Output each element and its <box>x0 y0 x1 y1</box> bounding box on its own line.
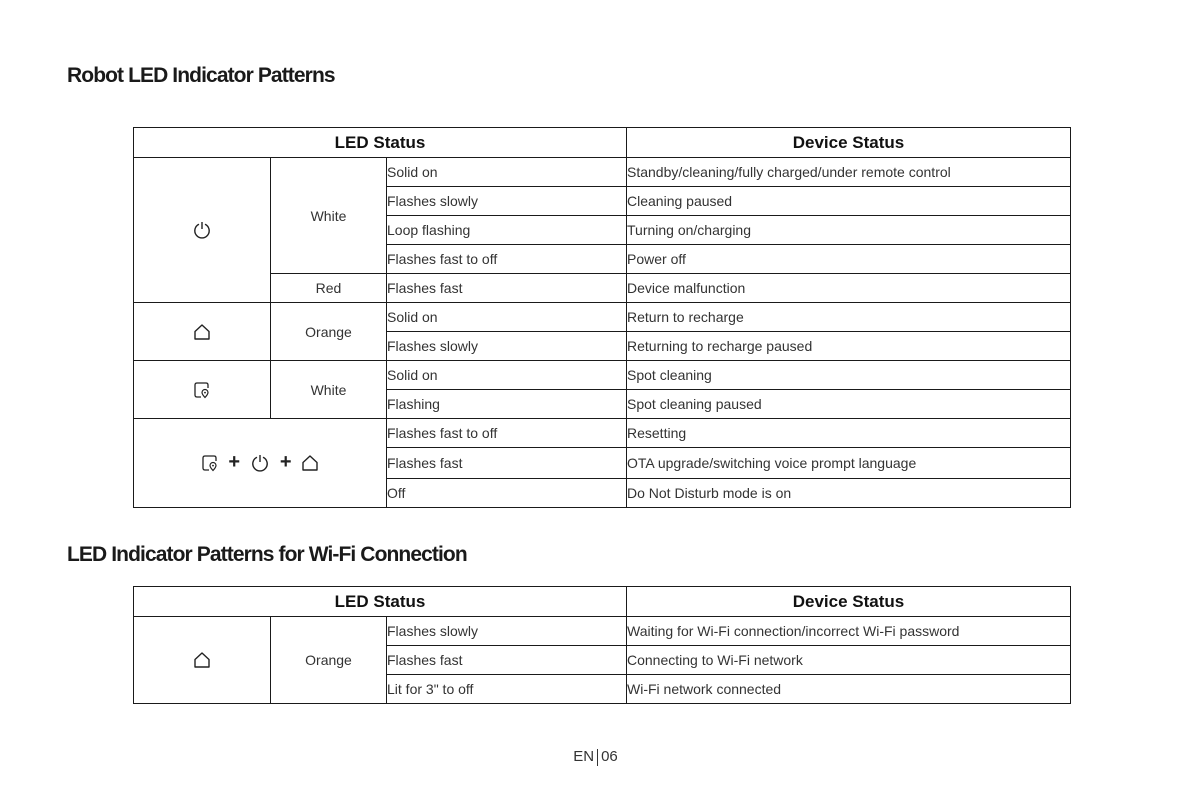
pattern-cell: Flashes fast to off <box>387 419 627 448</box>
spot-icon-cell <box>134 361 271 419</box>
power-icon <box>192 220 212 240</box>
pattern-cell: Flashes slowly <box>387 187 627 216</box>
table-row <box>134 617 1071 646</box>
pattern-cell: Solid on <box>387 361 627 390</box>
led-status-header: LED Status <box>134 587 627 617</box>
pattern-cell: Loop flashing <box>387 216 627 245</box>
table-row <box>134 303 1071 332</box>
color-cell: White <box>271 361 387 419</box>
pattern-cell: Flashes fast <box>387 448 627 479</box>
status-cell: Connecting to Wi-Fi network <box>627 646 1071 675</box>
device-status-header: Device Status <box>627 587 1071 617</box>
pattern-cell: Flashes slowly <box>387 332 627 361</box>
table-row <box>134 274 1071 303</box>
wifi-led-title: LED Indicator Patterns for Wi-Fi Connection <box>67 543 467 566</box>
pattern-cell: Flashes fast <box>387 646 627 675</box>
status-cell: Power off <box>627 245 1071 274</box>
pattern-cell: Flashes fast <box>387 274 627 303</box>
status-cell: Device malfunction <box>627 274 1071 303</box>
status-cell: Spot cleaning paused <box>627 390 1071 419</box>
home-icon <box>193 651 211 669</box>
plus-sign: + <box>279 450 292 473</box>
status-cell: Cleaning paused <box>627 187 1071 216</box>
robot-led-title: Robot LED Indicator Patterns <box>67 64 335 87</box>
power-icon <box>250 453 270 473</box>
device-status-header: Device Status <box>627 128 1071 158</box>
status-cell: Spot cleaning <box>627 361 1071 390</box>
home-icon <box>193 323 211 341</box>
pattern-cell: Flashes fast to off <box>387 245 627 274</box>
page-number: 06 <box>601 748 618 765</box>
color-cell: Orange <box>271 617 387 704</box>
pattern-cell: Flashing <box>387 390 627 419</box>
plus-sign: + <box>228 450 241 473</box>
color-cell: Red <box>271 274 387 303</box>
status-cell: Do Not Disturb mode is on <box>627 479 1071 508</box>
status-cell: Returning to recharge paused <box>627 332 1071 361</box>
table-header-row <box>134 128 1071 158</box>
pattern-cell: Lit for 3" to off <box>387 675 627 704</box>
table-row <box>134 158 1071 187</box>
home-icon-cell <box>134 303 271 361</box>
status-cell: Standby/cleaning/fully charged/under remote control <box>627 158 1071 187</box>
home-icon-cell <box>134 617 271 704</box>
home-icon <box>301 454 319 472</box>
led-status-header: LED Status <box>134 128 627 158</box>
pattern-cell: Solid on <box>387 158 627 187</box>
footer-separator <box>597 749 598 766</box>
table-header-row <box>134 587 1071 617</box>
status-cell: Resetting <box>627 419 1071 448</box>
footer-language: EN <box>573 748 595 765</box>
status-cell: OTA upgrade/switching voice prompt language <box>627 448 1071 479</box>
spot-clean-icon <box>201 454 219 472</box>
status-cell: Wi-Fi network connected <box>627 675 1071 704</box>
color-cell: Orange <box>271 303 387 361</box>
robot-led-table <box>133 127 1071 508</box>
status-cell: Return to recharge <box>627 303 1071 332</box>
spot-clean-icon <box>193 381 211 399</box>
combo-icon-cell <box>134 419 387 508</box>
page-footer <box>0 748 1191 766</box>
pattern-cell: Flashes slowly <box>387 617 627 646</box>
status-cell: Turning on/charging <box>627 216 1071 245</box>
status-cell: Waiting for Wi-Fi connection/incorrect Wi-Fi password <box>627 617 1071 646</box>
pattern-cell: Off <box>387 479 627 508</box>
table-row <box>134 419 1071 448</box>
pattern-cell: Solid on <box>387 303 627 332</box>
color-cell: White <box>271 158 387 274</box>
table-row <box>134 361 1071 390</box>
power-icon-cell <box>134 158 271 303</box>
wifi-led-table <box>133 586 1071 704</box>
